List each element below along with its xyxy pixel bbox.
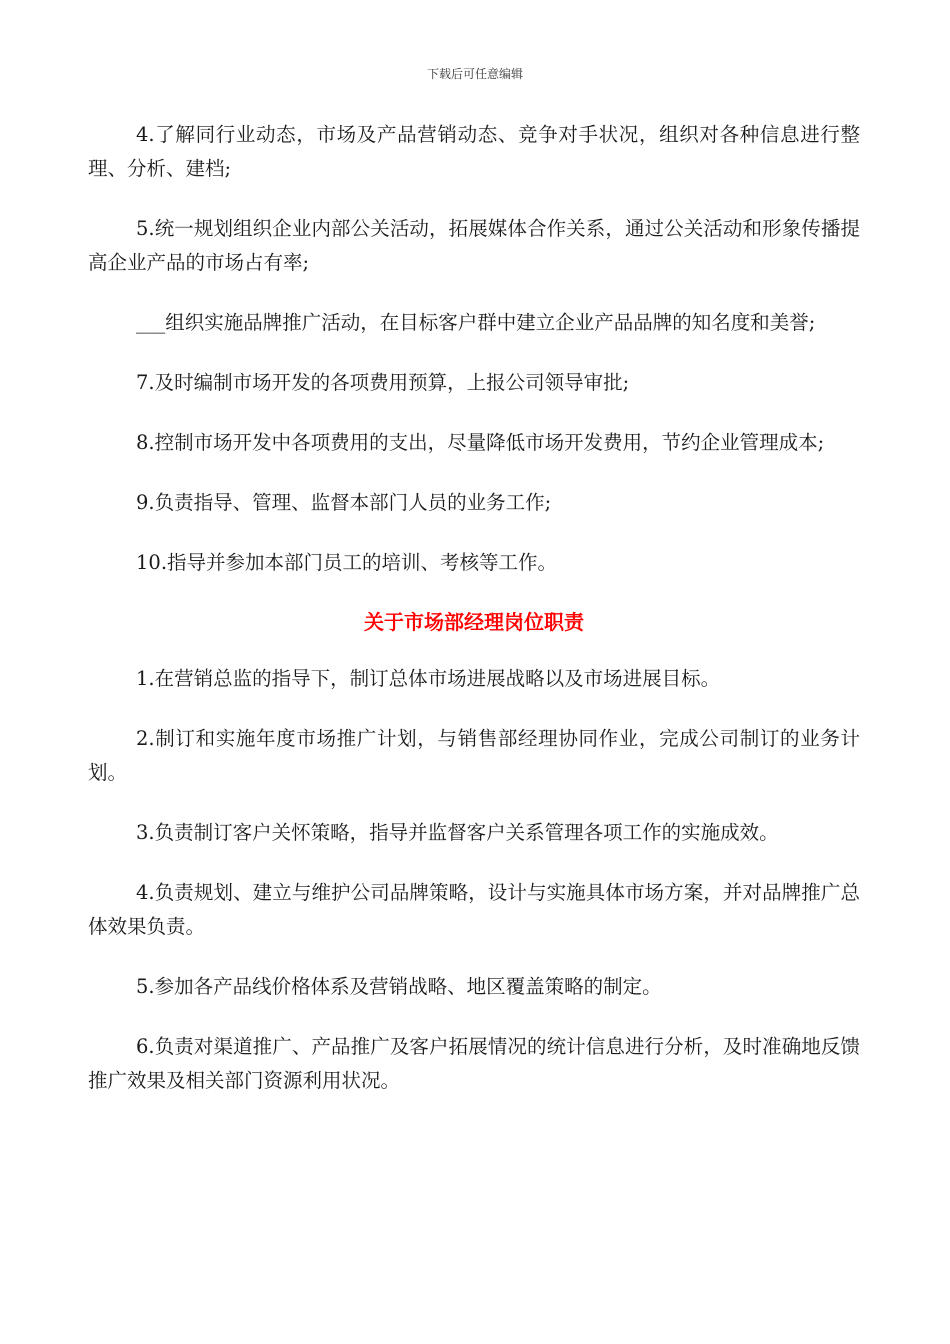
paragraph-item-10: 10.指导并参加本部门员工的培训、考核等工作。 <box>136 551 558 574</box>
paragraph-item-4: 4.了解同行业动态，市场及产品营销动态、竞争对手状况，组织对各种信息进行整理、分析、建档; <box>88 123 860 180</box>
duty-item-2: 2.制订和实施年度市场推广计划，与销售部经理协同作业，完成公司制订的业务计划。 <box>88 727 860 784</box>
document-body <box>88 118 860 1124</box>
paragraph-item-8: 8.控制市场开发中各项费用的支出，尽量降低市场开发费用，节约企业管理成本; <box>136 431 825 454</box>
paragraph-item-6: ___组织实施品牌推广活动，在目标客户群中建立企业产品品牌的知名度和美誉; <box>136 311 816 334</box>
paragraph-item-9: 9.负责指导、管理、监督本部门人员的业务工作; <box>136 491 552 514</box>
duty-item-5: 5.参加各产品线价格体系及营销战略、地区覆盖策略的制定。 <box>136 975 662 998</box>
page-header: 下载后可任意编辑 <box>426 67 523 81</box>
duty-item-1: 1.在营销总监的指导下，制订总体市场进展战略以及市场进展目标。 <box>136 667 721 690</box>
duty-item-6: 6.负责对渠道推广、产品推广及客户拓展情况的统计信息进行分析，及时准确地反馈推广效果及相关部门资源利用状况。 <box>88 1035 860 1092</box>
duty-item-4: 4.负责规划、建立与维护公司品牌策略，设计与实施具体市场方案，并对品牌推广总体效果负责。 <box>88 881 860 938</box>
section-heading: 关于市场部经理岗位职责 <box>364 610 584 634</box>
duty-item-3: 3.负责制订客户关怀策略，指导并监督客户关系管理各项工作的实施成效。 <box>136 821 779 844</box>
paragraph-item-7: 7.及时编制市场开发的各项费用预算，上报公司领导审批; <box>136 371 630 394</box>
paragraph-item-5: 5.统一规划组织企业内部公关活动，拓展媒体合作关系，通过公关活动和形象传播提高企业产品的市场占有率; <box>88 217 860 274</box>
